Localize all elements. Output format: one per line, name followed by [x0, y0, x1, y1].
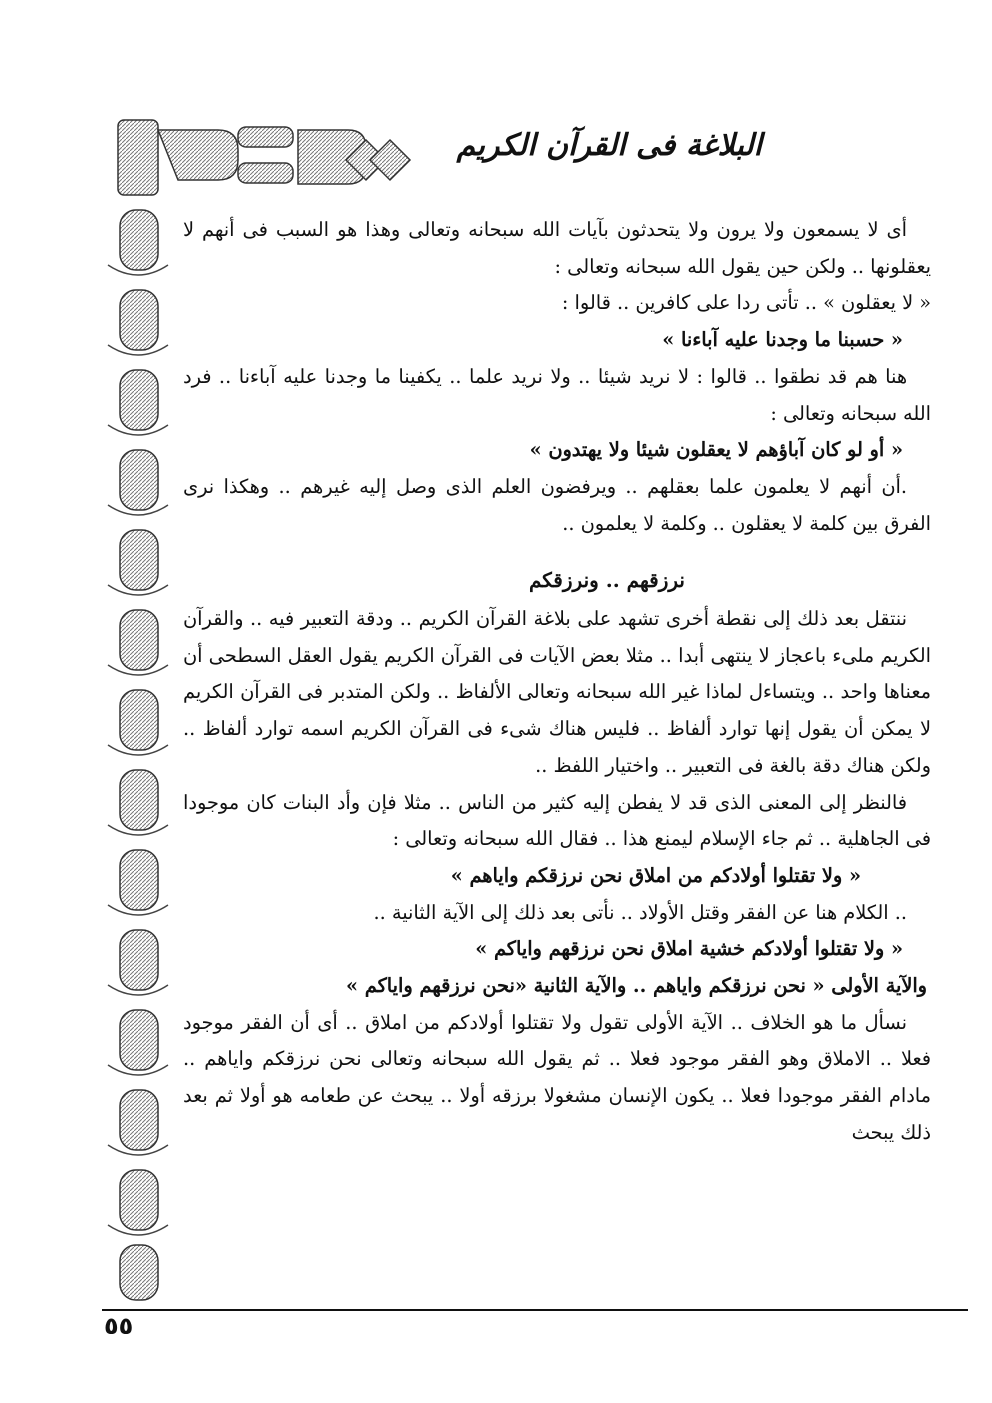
- paragraph: نسأل ما هو الخلاف .. الآية الأولى تقول ولا تقتلوا أولادكم من املاق .. أى أن الفقر موجود فعلا .. الاملاق وهو الفقر موجود فعلا .. ثم يقول الله سبحانه وتعالى نحن نرزقكم واياهم .. مادام الفقر موجودا فعلا .. يكون الإنسان مشغولا برزقه أولا .. يبحث عن طعامه هو أولا ثم بعد ذلك يبحث: [183, 1010, 931, 1144]
- section-heading: نرزقهم .. ونرزقكم: [528, 568, 685, 593]
- page-title: البلاغة فى القرآن الكريم: [456, 128, 762, 163]
- paragraph: هنا هم قد نطقوا .. قالوا : لا نريد شيئا .. ولا نريد علما .. يكفينا ما وجدنا عليه آباءنا .. فرد الله سبحانه وتعالى :: [183, 364, 931, 425]
- quran-quote: « ولا تقتلوا أولادكم من املاق نحن نرزقكم واياهم »: [450, 863, 861, 887]
- quran-quote: « ولا تقتلوا أولادكم خشية املاق نحن نرزقهم واياكم »: [475, 937, 903, 961]
- quran-quote: « حسبنا ما وجدنا عليه آباءنا »: [662, 328, 903, 352]
- paragraph: .. الكلام هنا عن الفقر وقتل الأولاد .. نأتى بعد ذلك إلى الآية الثانية ..: [373, 900, 907, 924]
- quran-quote: « أو لو كان آباؤهم لا يعقلون شيئا ولا يهتدون »: [529, 438, 903, 462]
- paragraph: « لا يعقلون » .. تأتى ردا على كافرين .. قالوا :: [561, 291, 931, 315]
- comparison-line: والآية الأولى « نحن نرزقكم واياهم .. والآية الثانية «نحن نرزقهم واياكم »: [346, 974, 927, 998]
- body-text: [183, 212, 931, 1152]
- paragraph: أى لا يسمعون ولا يرون ولا يتحدثون بآيات الله سبحانه وتعالى وهذا هو السبب فى أنهم لا يعقلونها .. ولكن حين يقول الله سبحانه وتعالى :: [183, 218, 931, 278]
- paragraph: فالنظر إلى المعنى الذى قد لا يفطن إليه كثير من الناس .. مثلا فإن وأد البنات كان موجودا فى الجاهلية .. ثم جاء الإسلام ليمنع هذا .. فقال الله سبحانه وتعالى :: [183, 790, 931, 851]
- paragraph: .أن أنهم لا يعلمون علما بعقلهم .. ويرفضون العلم الذى وصل إليه غيرهم .. وهكذا نرى الفرق بين كلمة لا يعقلون .. وكلمة لا يعلمون ..: [183, 474, 931, 535]
- footer-rule: [102, 1309, 968, 1311]
- page-number: ٥٥: [104, 1312, 134, 1340]
- paragraph: ننتقل بعد ذلك إلى نقطة أخرى تشهد على بلاغة القرآن الكريم .. ودقة التعبير فيه .. والقرآن الكريم ملىء باعجاز لا ينتهى أبدا .. مثلا بعض الآيات فى القرآن الكريم يقول العقل السطحى أن معناها واحد .. ويتساءل لماذا غير الله سبحانه وتعالى الألفاظ .. ولكن المتدبر فى القرآن الكريم لا يمكن أن يقول إنها توارد ألفاظ .. فليس هناك شىء فى القرآن الكريم اسمه توارد ألفاظ .. ولكن هناك دقة بالغة فى التعبير .. واختيار اللفظ ..: [183, 607, 931, 777]
